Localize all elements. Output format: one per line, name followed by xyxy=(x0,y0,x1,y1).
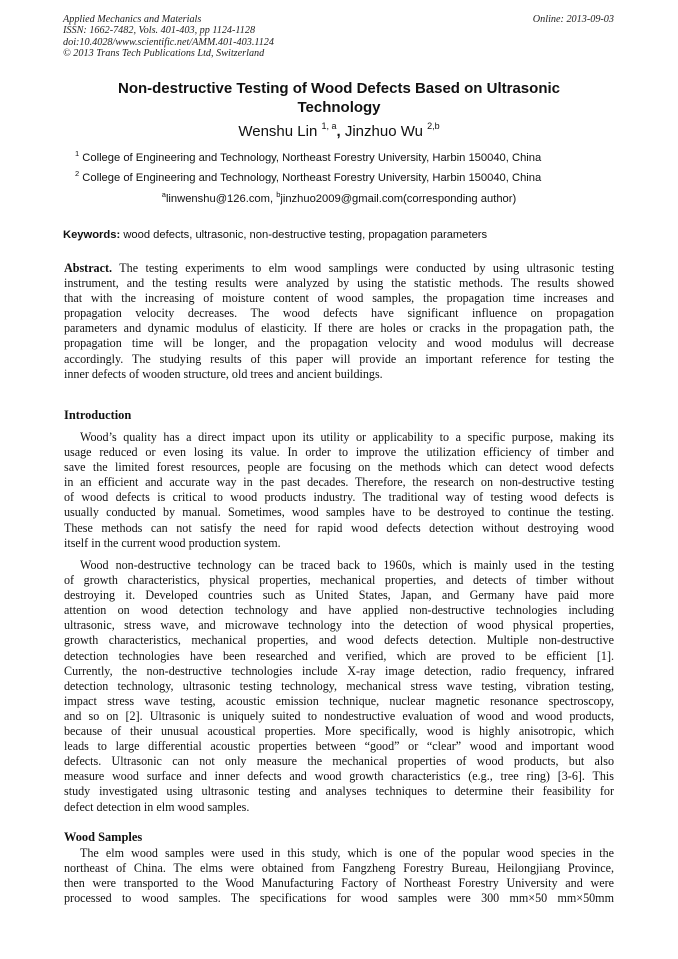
author-affiliation-marker: 2,b xyxy=(427,121,440,131)
keywords-text: wood defects, ultrasonic, non-destructive testing, propagation parameters xyxy=(123,229,488,241)
abstract-line: instrument, and the testing results were analyzed by using the statistic methods. The results showed xyxy=(64,276,614,291)
paragraph-line: destroying it. Developed countries such as United States, Japan, and Germany have paid more xyxy=(64,588,614,603)
paragraph-line: save the limited forest resources, people are focusing on the methods which can detect wood defects xyxy=(64,460,614,475)
affiliation xyxy=(75,171,635,185)
author-emails xyxy=(0,192,678,206)
paragraph-line: of growth characteristics, physical properties, mechanical properties, and detects of timber without xyxy=(64,573,614,588)
paragraph-line: impact stress wave testing, acoustic emission technique, nuclear magnetic resonance spectroscopy, xyxy=(64,693,614,708)
paragraph-line: because of their unusual acoustical properties. More specifically, wood is highly anisotropic, which xyxy=(64,724,614,739)
section-heading-introduction: Introduction xyxy=(64,408,132,422)
paragraph-line: usually conducted by manual. Sometimes, wood samples have to be destroyed to continue the testing. xyxy=(64,505,614,520)
affiliation xyxy=(75,151,635,165)
author-affiliation-marker: 1, a xyxy=(321,121,337,131)
abstract-line xyxy=(64,261,614,276)
paragraph-line: These methods can not satisfy the need for rapid wood defects detection without destroying wood xyxy=(64,520,614,535)
affiliation-text: College of Engineering and Technology, Northeast Forestry University, Harbin 150040, China xyxy=(82,152,542,164)
paragraph-line: Currently, the non-destructive technologies include X-ray image detection, radio frequency, infrared xyxy=(64,663,614,678)
paragraph-line: measure wood surface and inner defects and wood growth characteristics (e.g., tree ring) [3-6]. This xyxy=(64,769,614,784)
paragraph-line: defect detection in elm wood samples. xyxy=(64,799,250,814)
journal-header xyxy=(63,14,483,60)
abstract-line-text: The testing experiments to elm wood samplings were conducted by using ultrasonic testing xyxy=(112,261,614,275)
section-heading-wood-samples: Wood Samples xyxy=(64,830,143,844)
author-list xyxy=(0,122,678,142)
paragraph-line: itself in the current wood production system. xyxy=(64,535,281,550)
email-marker: b xyxy=(276,190,281,199)
author-name: Jinzhuo Wu xyxy=(344,123,423,140)
paper-title-line: Non-destructive Testing of Wood Defects Based on Ultrasonic xyxy=(117,80,560,97)
paragraph-line: Wood non-destructive technology can be traced back to 1960s, which is mainly used in the testing xyxy=(80,558,614,572)
journal-copyright: © 2013 Trans Tech Publications Ltd, Switzerland xyxy=(63,48,265,60)
affiliation-marker: 2 xyxy=(75,169,80,178)
journal-issn: ISSN: 1662-7482, Vols. 401-403, pp 1124-1128 xyxy=(63,25,256,37)
paper-title-line: Technology xyxy=(297,98,381,116)
paragraph-line: Wood’s quality has a direct impact upon its utility or applicability to a specific purpose, making its xyxy=(80,430,614,444)
abstract-label: Abstract. xyxy=(64,261,113,275)
author-name: Wenshu Lin xyxy=(238,123,318,140)
abstract-line: parameters and dynamic modulus of elasticity. If there are holes or cracks in the propagation path, the xyxy=(64,321,614,336)
paragraph-line: defects. Ultrasonic can not only measure the mechanical properties of wood products, but also xyxy=(64,754,614,769)
paragraph-line: attention on wood detection technology and have applied non-destructive technologies including xyxy=(64,603,614,618)
wood-samples-paragraph xyxy=(64,846,614,906)
online-date: Online: 2013-09-03 xyxy=(532,14,614,25)
paragraph-line: processed to wood samples. The specifications for wood samples were 300 mm×50 mm×50mm xyxy=(64,891,614,906)
abstract-line: inner defects of wooden structure, old trees and ancient buildings. xyxy=(64,366,383,381)
paragraph-line: ultrasonic, stress wave, and microwave technology into the detection of wood physical properties, xyxy=(64,618,614,633)
paragraph-line: The elm wood samples were used in this study, which is one of the popular wood species in the xyxy=(80,846,614,860)
introduction-paragraph xyxy=(64,430,614,551)
paragraph-line: and so on [2]. Ultrasonic is uniquely suited to nondestructive evaluation of wood and wood products, xyxy=(64,708,614,723)
paragraph-line: in an efficient and accurate way in the past decades. Therefore, the research on non-destructive testing xyxy=(64,475,614,490)
journal-name: Applied Mechanics and Materials xyxy=(63,14,202,25)
affiliation-marker: 1 xyxy=(75,149,80,158)
paragraph-line: usage reduced or even losing its value. In order to improve the utilization efficiency of timber and xyxy=(64,445,614,460)
paragraph-line: of wood defects is critical to wood products industry. The traditional way of testing wood defects is xyxy=(64,490,614,505)
keywords xyxy=(63,228,623,242)
journal-doi: doi:10.4028/www.scientific.net/AMM.401-403.1124 xyxy=(63,36,274,48)
email-marker: a xyxy=(161,190,166,199)
paragraph-line: leads to large differential acoustic properties between “good” or “clear” wood and important wood xyxy=(64,739,614,754)
paragraph-line: detection technologies have been researched and verified, which are proved to be efficient [1]. xyxy=(64,648,614,663)
email-text: linwenshu@126.com, xyxy=(165,193,277,205)
paragraph-line: growth characteristics, mechanical properties, and wood defects detection. Multiple non-destructive xyxy=(64,633,614,648)
abstract-line: propagation time will be longer, and the propagation velocity and wood modulus will decrease xyxy=(64,336,614,351)
author-separator: , xyxy=(336,123,341,140)
affiliation-text: College of Engineering and Technology, Northeast Forestry University, Harbin 150040, China xyxy=(82,172,542,184)
paper-title xyxy=(70,80,608,117)
abstract xyxy=(64,261,614,382)
paragraph-line: detection technology, ultrasonic testing technology, mechanical stress wave testing, vibration testing, xyxy=(64,678,614,693)
paragraph-line: then were transported to the Wood Manufacturing Factory of Northeast Forestry University and were xyxy=(64,876,614,891)
abstract-line: that with the increasing of moisture content of wood samples, the propagation time increases and xyxy=(64,291,614,306)
email-text: jinzhuo2009@gmail.com(corresponding author) xyxy=(280,193,517,205)
introduction-paragraph xyxy=(64,558,614,815)
abstract-line: propagation velocity decreases. The wood defects have significant influence on propagation xyxy=(64,306,614,321)
paragraph-line: northeast of China. The elms were obtained from Fangzheng Forestry Bureau, Heilongjiang Province, xyxy=(64,861,614,876)
keywords-label: Keywords: xyxy=(63,229,121,241)
paragraph-line: study investigated using ultrasonic testing and analyses techniques to determine their feasibility for xyxy=(64,784,614,799)
abstract-line: accordingly. The studying results of this paper will provide an important reference for testing the xyxy=(64,351,614,366)
